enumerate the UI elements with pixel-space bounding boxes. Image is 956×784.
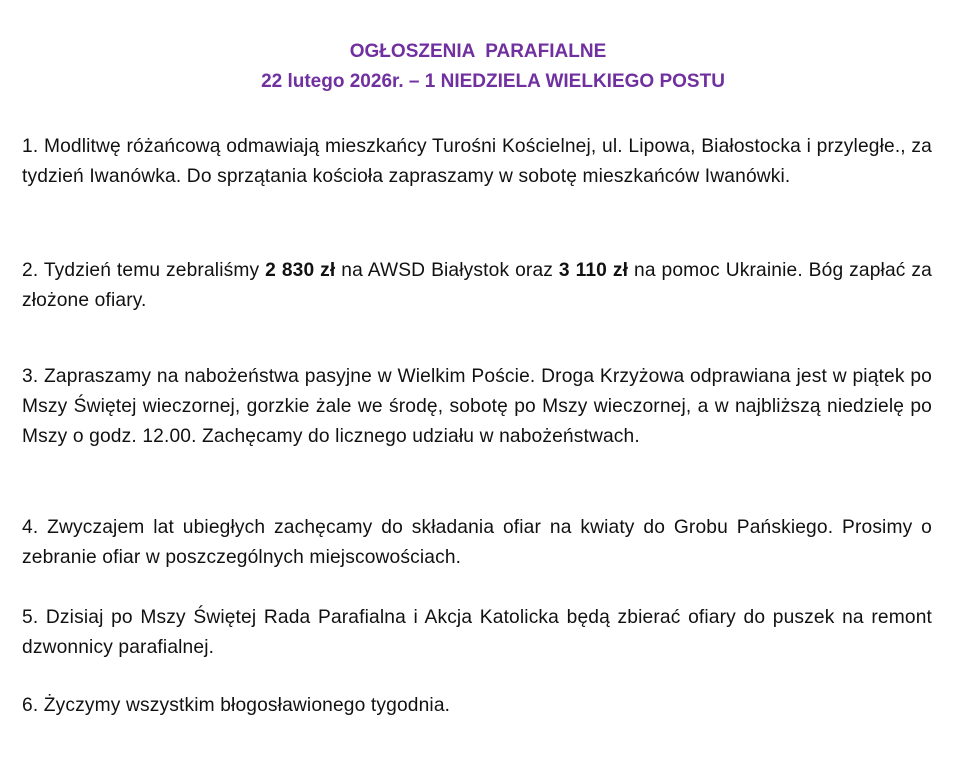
amount-awsd: 2 830 zł — [265, 260, 336, 281]
announcement-4: 4. Zwyczajem lat ubiegłych zachęcamy do składania ofiar na kwiaty do Grobu Pańskiego. Prosimy o zebranie ofiar w poszczególnych miejscowościach. — [22, 517, 932, 568]
announcement-5: 5. Dzisiaj po Mszy Świętej Rada Parafialna i Akcja Katolicka będą zbierać ofiary do puszek na remont dzwonnicy parafialnej. — [22, 607, 932, 658]
announcement-3: 3. Zapraszamy na nabożeństwa pasyjne w Wielkim Poście. Droga Krzyżowa odprawiana jest w piątek po Mszy Świętej wieczornej, gorzkie żale we środę, sobotę po Mszy wieczornej, a w najbliższą niedzielę po Mszy o godz. 12.00. Zachęcamy do licznego udziału w nabożeństwach. — [22, 366, 932, 447]
announcement-2-text: na pomoc Ukrainie. Bóg zapłać za złożone ofiary. — [22, 260, 932, 311]
amount-ukraine: 3 110 zł — [558, 260, 629, 281]
announcement-2 — [22, 256, 932, 316]
announcement-2-text: na AWSD Białystok oraz — [335, 260, 559, 281]
announcement-6: 6. Życzymy wszystkim błogosławionego tygodnia. — [22, 695, 451, 716]
header-subtitle: 22 lutego 2026r. – 1 NIEDZIELA WIELKIEGO POSTU — [261, 71, 725, 92]
header-title: OGŁOSZENIA PARAFIALNE — [349, 41, 607, 62]
announcement-2-text: 2. Tydzień temu zebraliśmy — [22, 260, 266, 281]
announcement-1: 1. Modlitwę różańcową odmawiają mieszkańcy Turośni Kościelnej, ul. Lipowa, Białostocka i przyległe., za tydzień Iwanówka. Do sprzątania kościoła zapraszamy w sobotę mieszkańców Iwanówki. — [22, 136, 932, 187]
